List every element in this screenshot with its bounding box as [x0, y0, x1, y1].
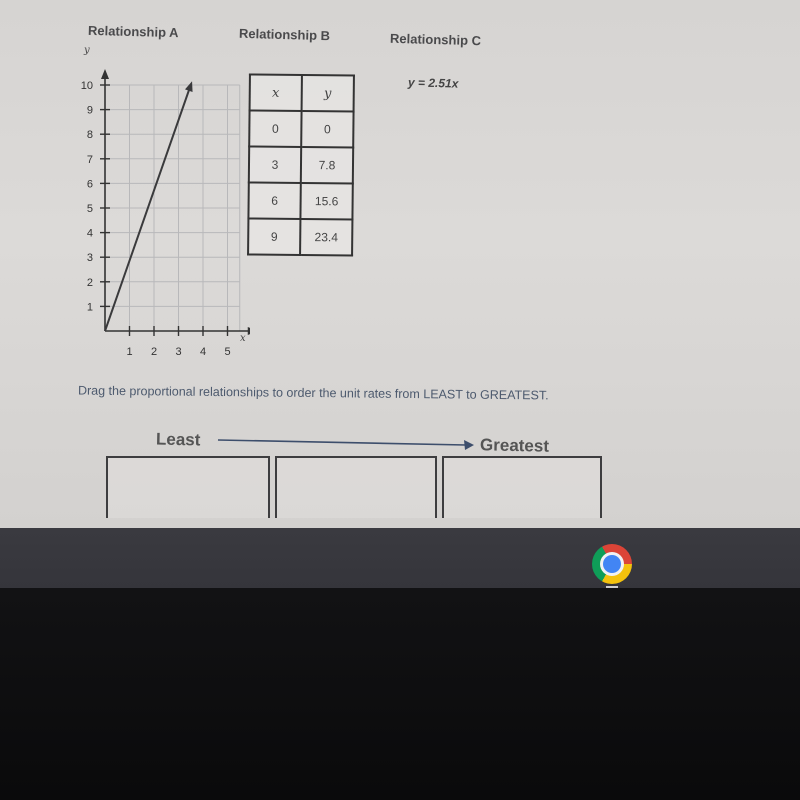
y-tick-labels	[81, 80, 93, 313]
table-row	[248, 182, 352, 219]
y-axis-arrow	[101, 69, 109, 79]
table-cell: 9	[248, 218, 300, 255]
table-cell: 15.6	[300, 183, 352, 220]
y-tick-label: 4	[86, 227, 93, 240]
x-tick-label: 2	[150, 346, 158, 358]
y-tick-label: 1	[86, 301, 93, 314]
x-axis-label: x	[240, 333, 246, 344]
table-row	[248, 218, 352, 255]
table-cell: 0	[301, 111, 353, 148]
y-axis-label: y	[84, 45, 90, 56]
y-tick-label: 10	[80, 80, 93, 92]
y-tick-label: 3	[86, 252, 93, 265]
relationship-c-title: Relationship C	[389, 30, 482, 49]
x-tick-label: 3	[175, 346, 182, 358]
table-cell: 3	[249, 146, 301, 183]
drop-slot-3[interactable]	[442, 456, 602, 518]
table-header-x: x	[250, 74, 302, 111]
y-tick-label: 8	[86, 129, 93, 142]
relationship-a-title: Relationship A	[87, 22, 179, 41]
chrome-icon[interactable]	[592, 544, 632, 584]
relationship-b-title: Relationship B	[238, 25, 331, 44]
taskbar	[0, 528, 800, 588]
table-cell: 0	[249, 110, 301, 147]
monitor-bezel	[0, 588, 800, 800]
greatest-label: Greatest	[479, 435, 550, 456]
y-tick-label: 9	[86, 104, 93, 117]
table-row	[249, 146, 353, 183]
instruction-text: Drag the proportional relationships to order the unit rates from LEAST to GREATEST.	[77, 383, 549, 403]
x-tick-label: 5	[224, 346, 231, 358]
graph-grid	[105, 85, 240, 331]
table-header-row	[250, 74, 354, 111]
y-tick-label: 6	[86, 178, 93, 191]
table-header-y: y	[302, 75, 354, 112]
least-label: Least	[155, 429, 201, 450]
drop-slot-2[interactable]	[275, 456, 437, 518]
x-tick-label: 1	[126, 346, 133, 358]
table-cell: 6	[248, 182, 300, 219]
least-to-greatest-arrow	[216, 430, 478, 454]
drop-slot-1[interactable]	[106, 456, 270, 518]
y-tick-label: 7	[86, 153, 93, 166]
x-axis-arrow	[248, 327, 250, 335]
y-tick-label: 5	[86, 203, 93, 215]
x-tick-labels	[126, 346, 230, 358]
relationship-b-table[interactable]	[247, 73, 355, 256]
y-tick-label: 2	[86, 276, 93, 289]
series-arrow	[185, 80, 196, 92]
relationship-a-graph[interactable]	[40, 45, 250, 365]
table-cell: 7.8	[301, 147, 353, 184]
relationship-c-equation[interactable]: y = 2.51x	[407, 75, 459, 91]
table-row	[249, 110, 353, 147]
table-cell: 23.4	[300, 219, 352, 256]
x-tick-label: 4	[199, 346, 207, 358]
series-layer	[105, 80, 196, 331]
